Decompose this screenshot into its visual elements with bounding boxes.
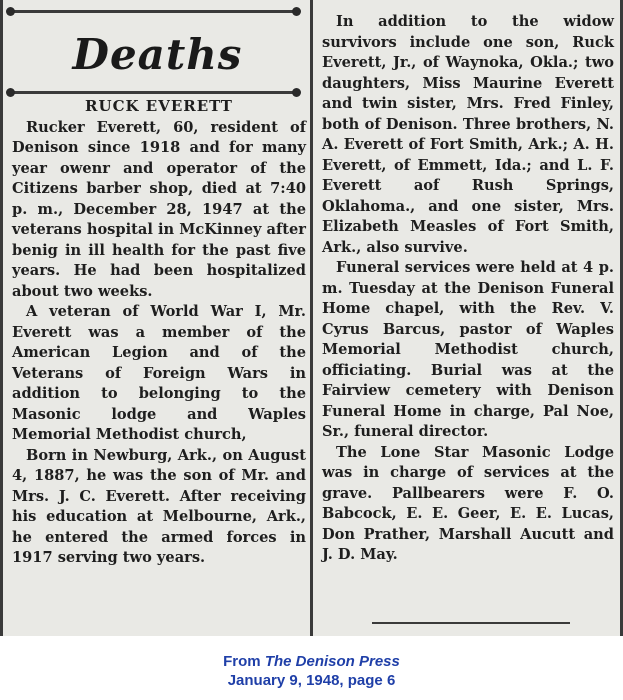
column-divider-rule <box>310 0 313 636</box>
paragraph: Funeral services were held at 4 p. m. Tuesday at the Denison Funeral Home chapel, with the Rev. V. Cyrus Barcus, pastor of Waples Memorial Methodist church, officiating. Burial was at the Fairview cemetery with Denison Funeral Home in charge, Pal Noe, Sr., funeral director. <box>322 259 614 440</box>
paragraph: In addition to the widow survivors include one son, Ruck Everett, Jr., of Waynoka, Okla.; two daughters, Miss Maurine Everett and twin sister, Mrs. Fred Finley, both of Denison. Three brothers, N. A. Everett of Fort Smith, Ark.; A. H. Everett, of Emmett, Ida.; and L. F. Everett aof Rush Springs, Oklahoma., and one sister, Mrs. Elizabeth Measles of Fort Smith, Ark., also survive. <box>322 13 614 256</box>
left-border-rule <box>0 0 3 636</box>
paragraph: A veteran of World War I, Mr. Everett was a member of the American Legion and of the Veterans of Foreign Wars in addition to belonging to the Masonic lodge and Waples Memorial Methodist church, <box>12 303 306 443</box>
ornament-dot-top-left <box>6 7 15 16</box>
credit-date: January 9, 1948, page 6 <box>227 672 396 689</box>
ornament-dot-top-right <box>292 7 301 16</box>
left-column <box>12 96 306 569</box>
right-column <box>322 12 614 566</box>
source-credit <box>0 652 623 690</box>
masthead-bottom-rule <box>10 91 300 94</box>
paragraph: Rucker Everett, 60, resident of Denison since 1918 and for many year owenr and operator of the Citizens barber shop, died at 7:40 p. m., December 28, 1947 at the veterans hospital in McKinney after benig in ill health for the past five years. He had been hospitalized about two weeks. <box>12 118 306 300</box>
article-end-rule <box>372 622 570 624</box>
credit-publication: The Denison Press <box>264 653 400 670</box>
credit-publication-line <box>0 652 623 671</box>
paragraph: The Lone Star Masonic Lodge was in charge of services at the grave. Pallbearers were F. O. Babcock, E. E. Geer, E. E. Lucas, Don Prather, Marshall Aucutt and J. D. May. <box>322 443 614 563</box>
section-title: Deaths <box>72 30 243 79</box>
masthead-top-rule <box>10 10 300 13</box>
article-headline: RUCK EVERETT <box>85 97 233 115</box>
credit-prefix: From <box>223 653 265 670</box>
paragraph: Born in Newburg, Ark., on August 4, 1887, he was the son of Mr. and Mrs. J. C. Everett. After receiving his education at Melbourne, Ark., he entered the armed forces in 1917 serving two years. <box>12 446 306 566</box>
